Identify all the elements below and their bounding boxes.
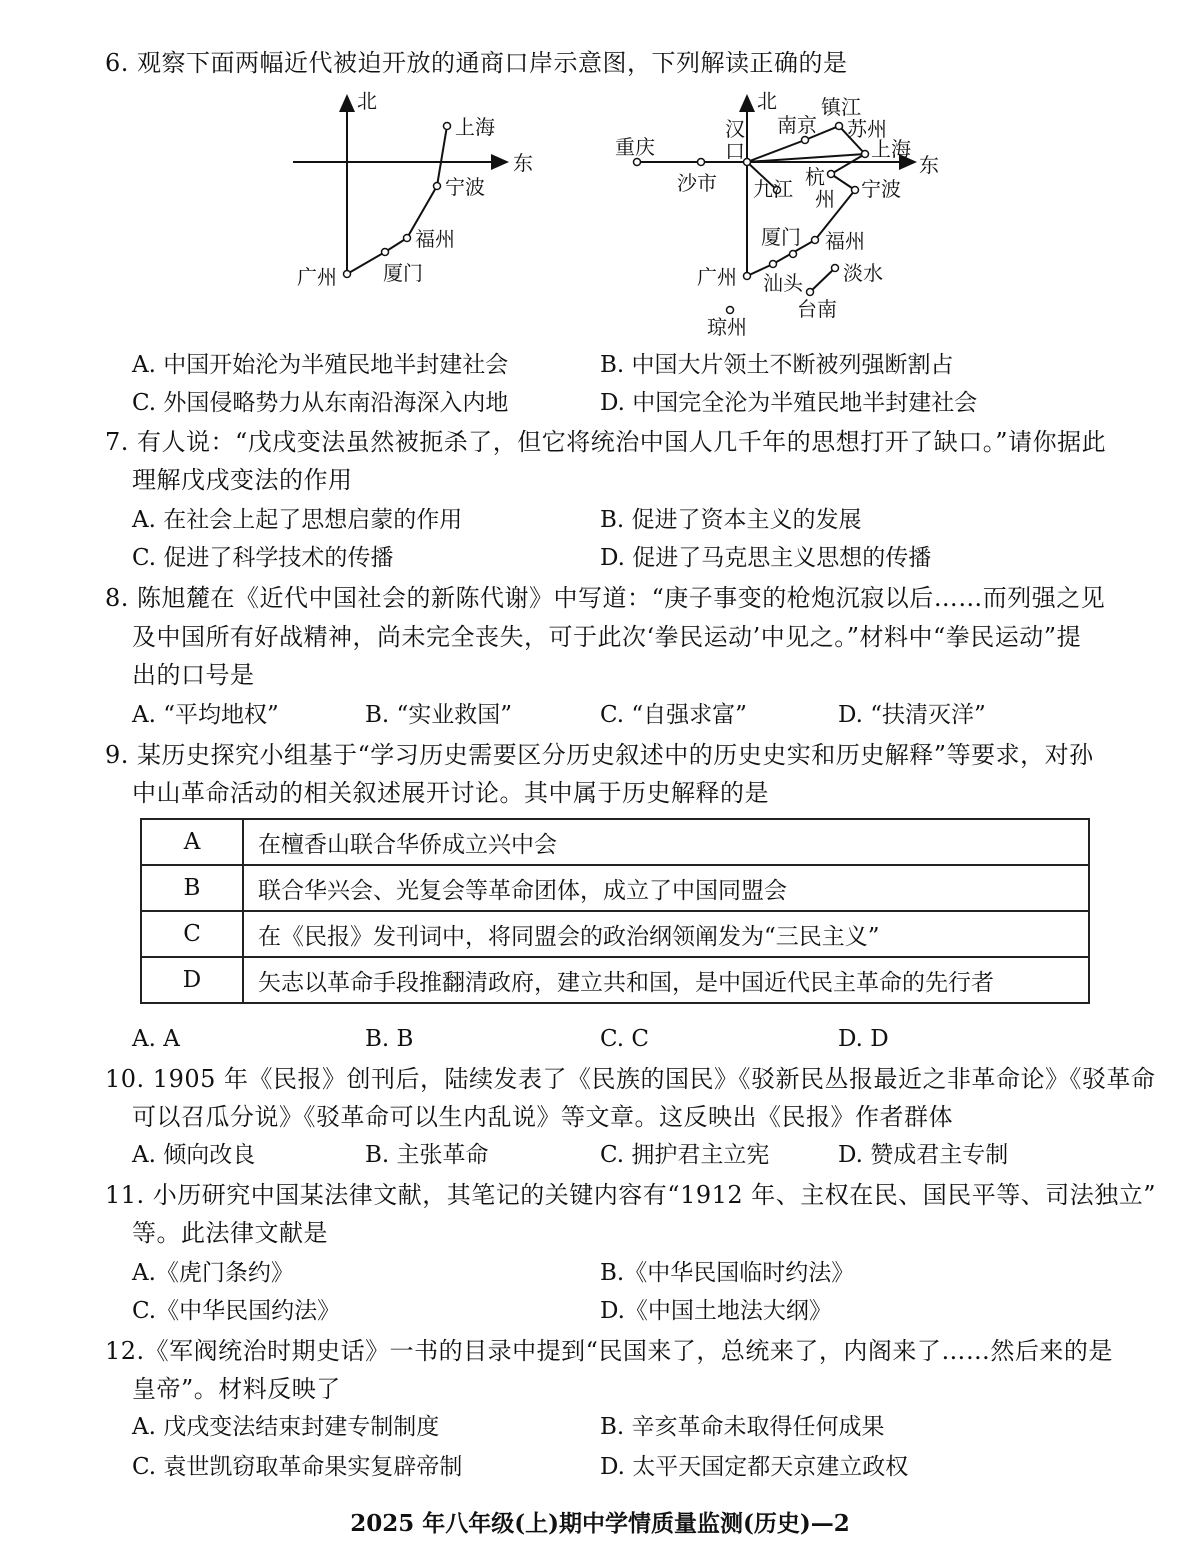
q10-option-d[interactable]: D. 赞成君主专制	[838, 1142, 1009, 1168]
table-cell-statement: 联合华兴会、光复会等革命团体，成立了中国同盟会	[243, 865, 1089, 911]
table-cell-statement: 矢志以革命手段推翻清政府，建立共和国，是中国近代民主革命的先行者	[243, 957, 1089, 1003]
q12-option-d[interactable]: D. 太平天国定都天京建立政权	[600, 1454, 909, 1480]
map1-east-label: 东	[513, 151, 533, 175]
treaty-ports-map-2	[605, 82, 950, 344]
map1-guangzhou: 广州	[297, 265, 337, 289]
map2-danshui: 淡水	[843, 261, 883, 285]
map2-shantou: 汕头	[763, 271, 803, 295]
q8-option-b[interactable]: B. “实业救国”	[365, 702, 513, 728]
q10-option-a[interactable]: A. 倾向改良	[132, 1142, 256, 1168]
map2-ningbo: 宁波	[861, 177, 901, 201]
q7-option-d[interactable]: D. 促进了马克思主义思想的传播	[600, 545, 932, 571]
table-cell-statement: 在《民报》发刊词中，将同盟会的政治纲领阐发为“三民主义”	[243, 911, 1089, 957]
map2-zhenjiang: 镇江	[821, 95, 861, 119]
q11-stem-line-2: 等。此法律文献是	[132, 1219, 328, 1247]
map1-ningbo: 宁波	[445, 175, 485, 199]
q8-option-c[interactable]: C. “自强求富”	[600, 702, 747, 728]
q7-option-a[interactable]: A. 在社会上起了思想启蒙的作用	[132, 507, 463, 533]
q8-stem-line-2: 及中国所有好战精神，尚未完全丧失，可于此次‘拳民运动’中见之。”材料中“拳民运动”提	[132, 623, 1082, 651]
table-cell-statement: 在檀香山联合华侨成立兴中会	[243, 819, 1089, 865]
q11-option-c[interactable]: C.《中华民国约法》	[132, 1298, 341, 1324]
q8-option-d[interactable]: D. “扶清灭洋”	[838, 702, 986, 728]
q6-option-a[interactable]: A. 中国开始沦为半殖民地半封建社会	[132, 352, 509, 378]
q11-option-d[interactable]: D.《中国土地法大纲》	[600, 1298, 832, 1324]
q9-stem-line-2: 中山革命活动的相关叙述展开讨论。其中属于历史解释的是	[132, 779, 769, 807]
map2-guangzhou: 广州	[697, 265, 737, 289]
table-cell-key: D	[141, 957, 243, 1003]
q6-option-b[interactable]: B. 中国大片领土不断被列强断割占	[600, 352, 954, 378]
q8-stem-line-1: 8. 陈旭麓在《近代中国社会的新陈代谢》中写道：“庚子事变的枪炮沉寂以后……而列强之见	[105, 584, 1106, 612]
table-cell-key: A	[141, 819, 243, 865]
map2-fuzhou: 福州	[825, 229, 865, 253]
q7-stem-line-2: 理解戊戌变法的作用	[132, 466, 353, 494]
map2-hankou-1: 汉	[725, 117, 745, 141]
q12-option-b[interactable]: B. 辛亥革命未取得任何成果	[600, 1414, 885, 1440]
q11-option-b[interactable]: B.《中华民国临时约法》	[600, 1260, 855, 1286]
q11-stem-line-1: 11. 小历研究中国某法律文献，其笔记的关键内容有“1912 年、主权在民、国民平等、司法独立”	[105, 1181, 1157, 1209]
q7-option-b[interactable]: B. 促进了资本主义的发展	[600, 507, 862, 533]
q9-option-d[interactable]: D. D	[838, 1026, 889, 1052]
map2-tainan: 台南	[797, 297, 837, 321]
q12-stem-line-2: 皇帝”。材料反映了	[132, 1375, 341, 1403]
map1-fuzhou: 福州	[415, 227, 455, 251]
q6-stem: 6. 观察下面两幅近代被迫开放的通商口岸示意图，下列解读正确的是	[105, 49, 848, 77]
q10-option-c[interactable]: C. 拥护君主立宪	[600, 1142, 770, 1168]
map2-shashi: 沙市	[677, 171, 717, 195]
table-row	[141, 819, 1089, 865]
q9-stem-line-1: 9. 某历史探究小组基于“学习历史需要区分历史叙述中的历史史实和历史解释”等要求，对孙	[105, 741, 1094, 769]
q9-statements-table	[140, 818, 1090, 1004]
q7-option-c[interactable]: C. 促进了科学技术的传播	[132, 545, 394, 571]
q10-option-b[interactable]: B. 主张革命	[365, 1142, 489, 1168]
map2-qiongzhou: 琼州	[707, 315, 747, 339]
map2-jiujiang: 九江	[753, 177, 793, 201]
page-footer: 2025 年八年级(上)期中学情质量监测(历史)—2	[350, 1510, 850, 1537]
map2-chongqing: 重庆	[615, 135, 655, 159]
table-row	[141, 957, 1089, 1003]
q8-stem-line-3: 出的口号是	[132, 661, 255, 689]
table-row	[141, 911, 1089, 957]
q9-option-c[interactable]: C. C	[600, 1026, 649, 1052]
q6-option-d[interactable]: D. 中国完全沦为半殖民地半封建社会	[600, 390, 978, 416]
q7-stem-line-1: 7. 有人说：“戊戌变法虽然被扼杀了，但它将统治中国人几千年的思想打开了缺口。”请你据此	[105, 428, 1107, 456]
map2-hangzhou-1: 杭	[805, 165, 825, 189]
q10-stem-line-2: 可以召瓜分说》《驳革命可以生内乱说》等文章。这反映出《民报》作者群体	[132, 1103, 953, 1131]
q9-option-a[interactable]: A. A	[132, 1026, 180, 1052]
q9-option-b[interactable]: B. B	[365, 1026, 414, 1052]
map2-xiamen: 厦门	[761, 225, 801, 249]
map2-north-label: 北	[757, 89, 777, 113]
q12-option-a[interactable]: A. 戊戌变法结束封建专制制度	[132, 1414, 440, 1440]
map2-hankou-2: 口	[725, 139, 745, 163]
map2-east-label: 东	[919, 153, 939, 177]
q11-option-a[interactable]: A.《虎门条约》	[132, 1260, 294, 1286]
map1-shanghai: 上海	[455, 115, 495, 139]
q12-option-c[interactable]: C. 袁世凯窃取革命果实复辟帝制	[132, 1454, 463, 1480]
map1-xiamen: 厦门	[383, 261, 423, 285]
treaty-ports-map-1	[285, 82, 545, 302]
map2-hangzhou-2: 州	[815, 187, 835, 211]
map2-shanghai: 上海	[871, 137, 911, 161]
map2-suzhou: 苏州	[847, 117, 887, 141]
q6-option-c[interactable]: C. 外国侵略势力从东南沿海深入内地	[132, 390, 509, 416]
q10-stem-line-1: 10. 1905 年《民报》创刊后，陆续发表了《民族的国民》《驳新民丛报最近之非革命论》《驳革命	[105, 1065, 1156, 1093]
table-cell-key: C	[141, 911, 243, 957]
q8-option-a[interactable]: A. “平均地权”	[132, 702, 279, 728]
table-row	[141, 865, 1089, 911]
table-cell-key: B	[141, 865, 243, 911]
q12-stem-line-1: 12.《军阀统治时期史话》一书的目录中提到“民国来了，总统来了，内阁来了……然后来的是	[105, 1337, 1113, 1365]
map1-north-label: 北	[357, 89, 377, 113]
map2-nanjing: 南京	[777, 113, 817, 137]
